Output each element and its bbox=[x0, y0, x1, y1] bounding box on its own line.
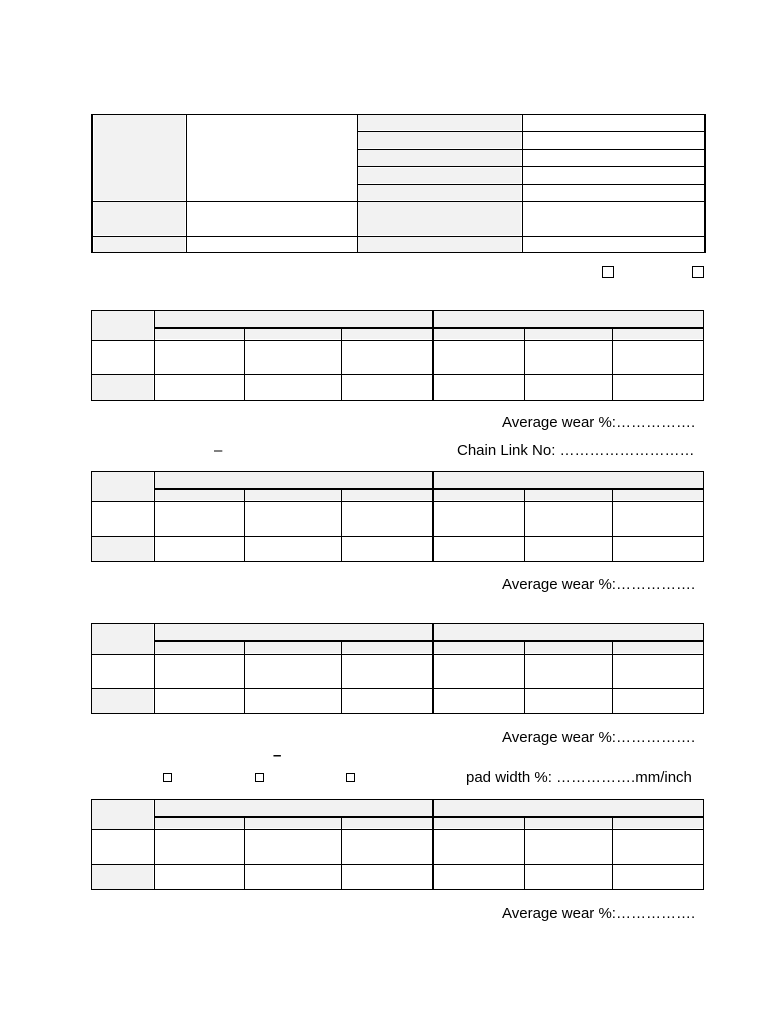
chain-link-label: Chain Link No: ……………………… bbox=[457, 442, 695, 459]
header-label-cell bbox=[358, 185, 521, 200]
average-wear-label: Average wear %:……………. bbox=[502, 576, 696, 593]
header-label-cell bbox=[358, 202, 521, 235]
header-label-cell bbox=[94, 237, 185, 252]
dash-mark: – bbox=[273, 747, 282, 764]
checkbox[interactable] bbox=[346, 773, 355, 782]
header-label-cell bbox=[358, 132, 521, 148]
average-wear-label: Average wear %:……………. bbox=[502, 729, 696, 746]
checkbox[interactable] bbox=[163, 773, 172, 782]
header-label-cell bbox=[94, 115, 185, 200]
header-label-cell bbox=[94, 202, 185, 235]
checkbox[interactable] bbox=[602, 266, 614, 278]
header-label-cell bbox=[358, 237, 521, 252]
average-wear-label: Average wear %:……………. bbox=[502, 905, 696, 922]
header-label-cell bbox=[358, 150, 521, 166]
average-wear-label: Average wear %:……………. bbox=[502, 414, 696, 431]
checkbox[interactable] bbox=[255, 773, 264, 782]
checkbox[interactable] bbox=[692, 266, 704, 278]
dash-mark: – bbox=[214, 442, 223, 459]
pad-width-label: pad width %: …………….mm/inch bbox=[466, 769, 692, 786]
header-label-cell bbox=[358, 115, 521, 130]
header-label-cell bbox=[358, 168, 521, 183]
